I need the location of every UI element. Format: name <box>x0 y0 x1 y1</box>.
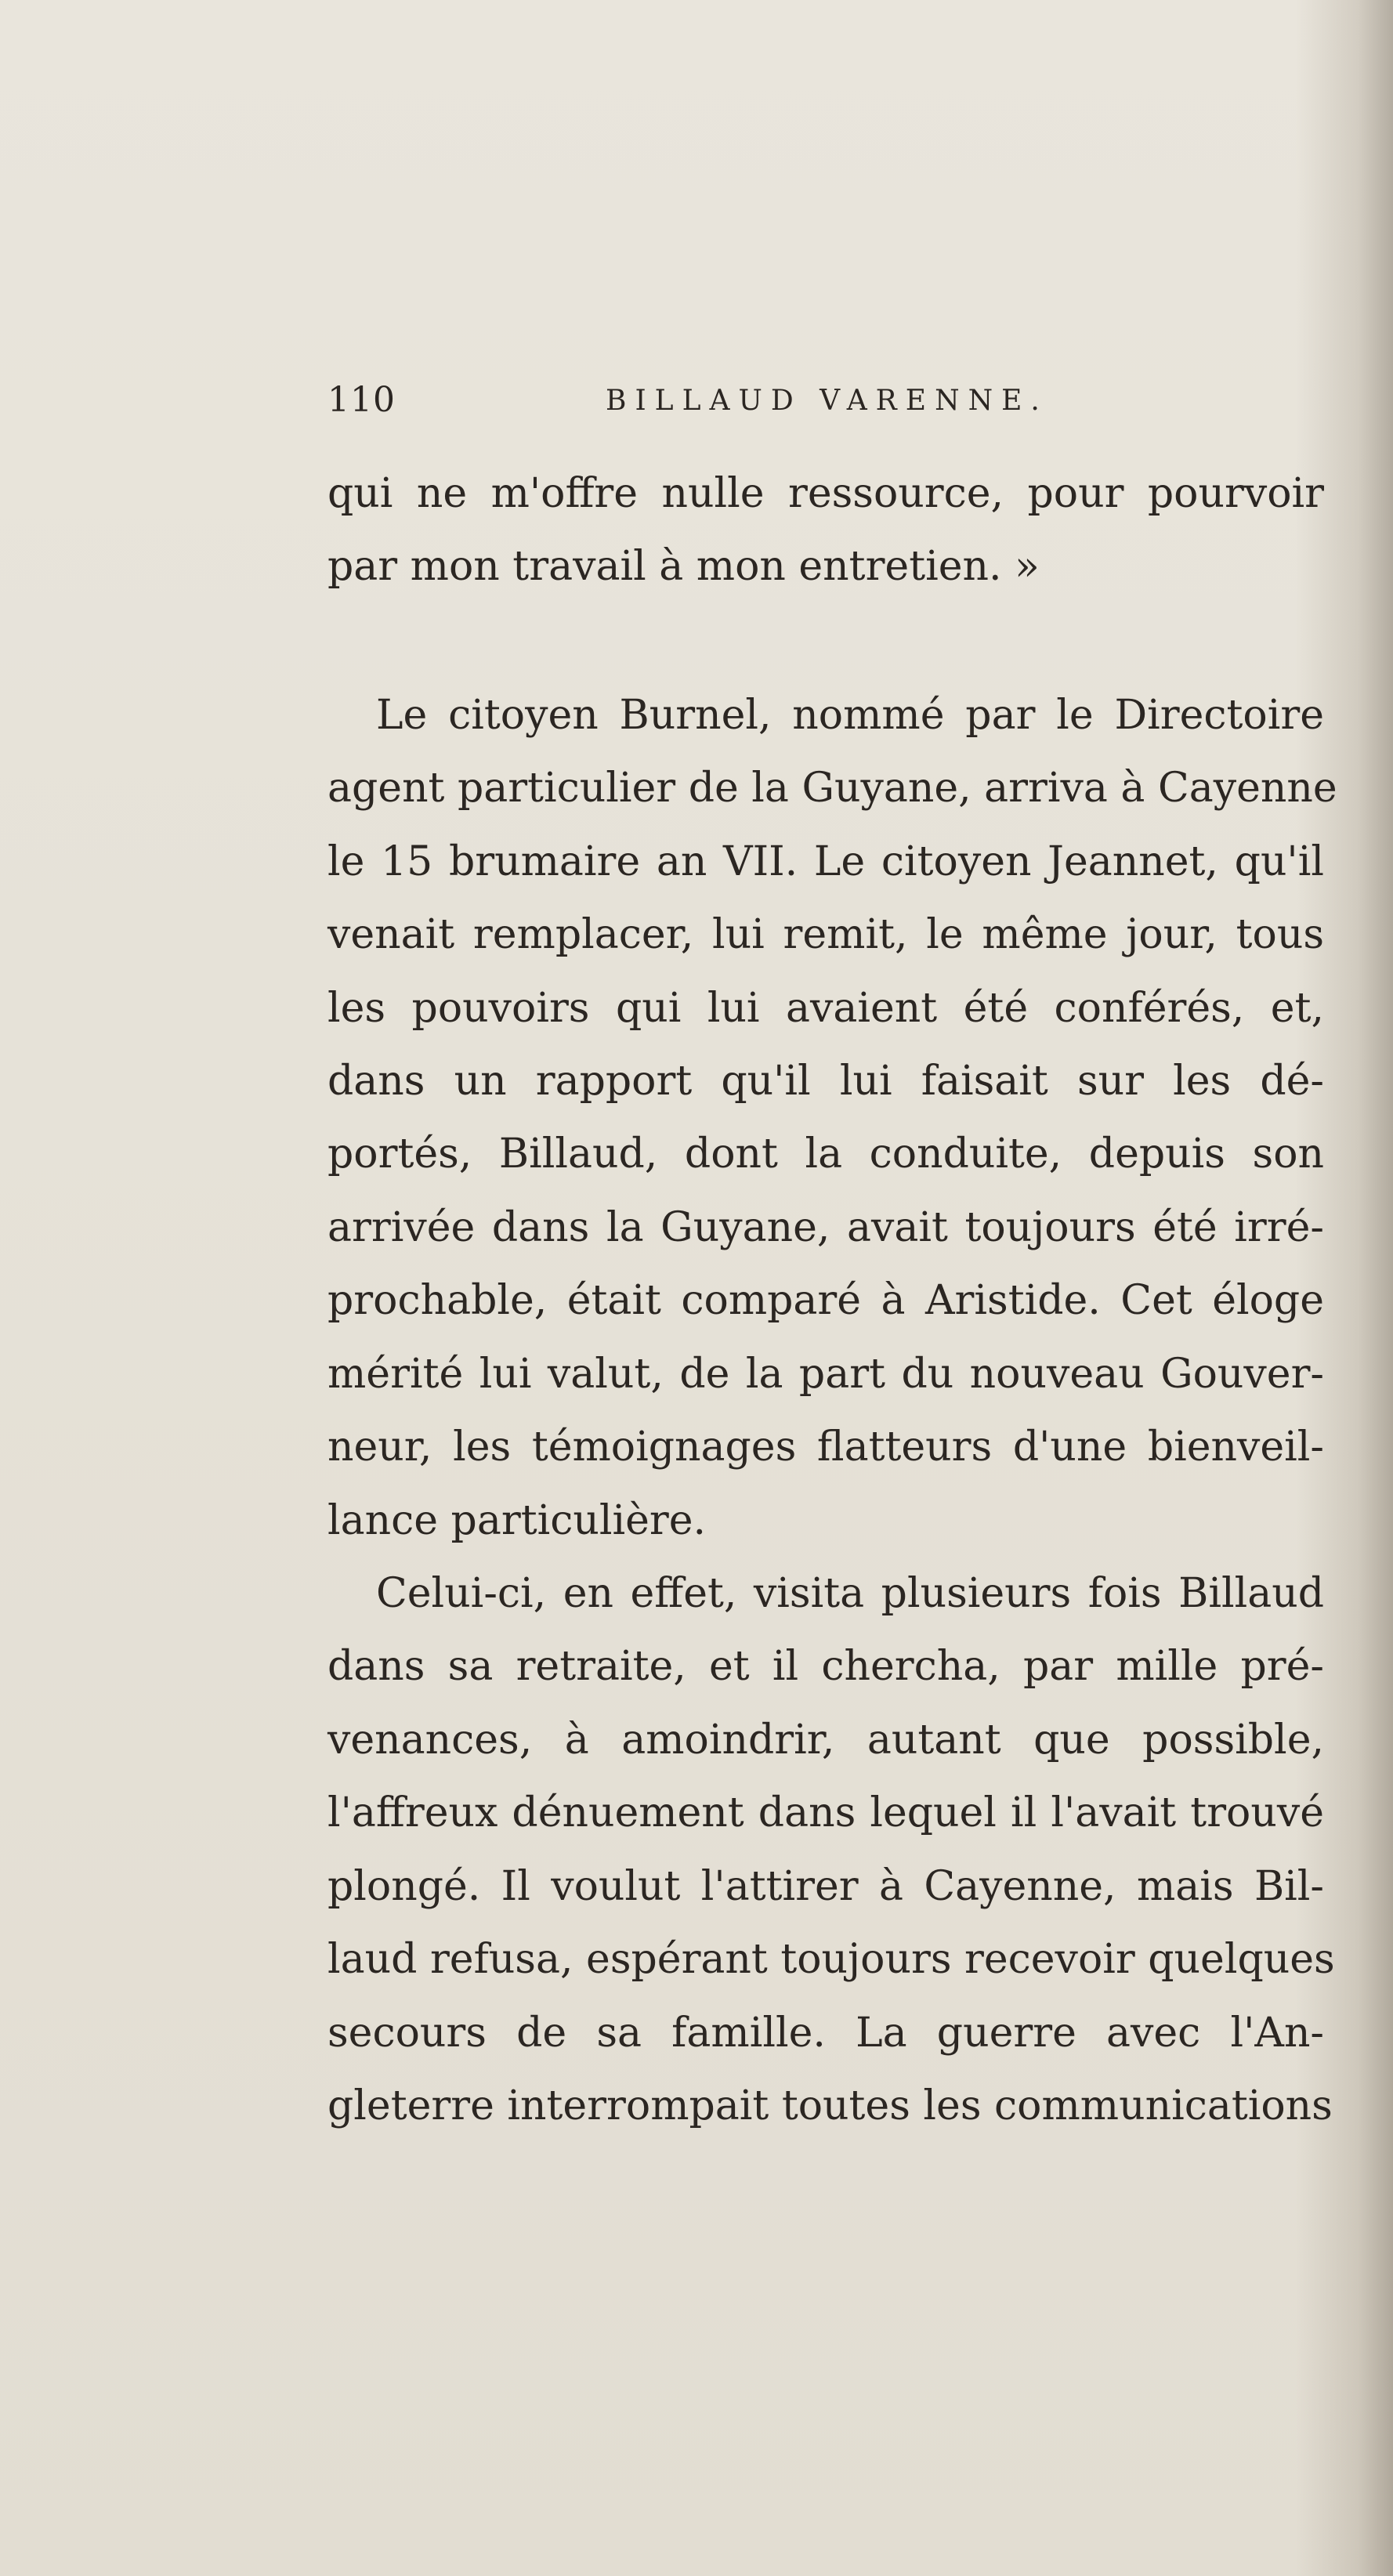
text-line: portés, Billaud, dont la conduite, depuis son <box>327 1131 1324 1178</box>
text-line: plongé. Il voulut l'attirer à Cayenne, mais Bil- <box>327 1863 1324 1910</box>
page-number: 110 <box>327 380 396 420</box>
text-line: gleterre interrompait toutes les communications <box>327 2082 1333 2129</box>
text-line: mérité lui valut, de la part du nouveau Gouver- <box>327 1351 1324 1398</box>
text-line: Celui-ci, en effet, visita plusieurs fois Billaud <box>376 1570 1324 1617</box>
text-line: le 15 brumaire an VII. Le citoyen Jeannet, qu'il <box>327 838 1324 885</box>
text-line: dans un rapport qu'il lui faisait sur les dé- <box>327 1058 1324 1105</box>
text-line: secours de sa famille. La guerre avec l'An- <box>327 2010 1324 2057</box>
text-line: qui ne m'offre nulle ressource, pour pourvoir <box>327 470 1324 517</box>
running-head: BILLAUD VARENNE. <box>606 385 1048 417</box>
text-line: agent particulier de la Guyane, arriva à Cayenne <box>327 765 1337 812</box>
text-line: lance particulière. <box>327 1497 707 1544</box>
page-header <box>327 380 1322 435</box>
text-line: l'affreux dénuement dans lequel il l'avait trouvé <box>327 1789 1324 1836</box>
text-line: dans sa retraite, et il chercha, par mille pré- <box>327 1643 1324 1690</box>
text-line: arrivée dans la Guyane, avait toujours été irré- <box>327 1204 1324 1251</box>
text-line: les pouvoirs qui lui avaient été conférés, et, <box>327 985 1324 1032</box>
text-line: venances, à amoindrir, autant que possible, <box>327 1717 1324 1764</box>
text-line: Le citoyen Burnel, nommé par le Directoire <box>376 692 1324 739</box>
text-line: venait remplacer, lui remit, le même jour, tous <box>327 911 1324 958</box>
text-line: par mon travail à mon entretien. » <box>327 543 1040 590</box>
text-line: neur, les témoignages flatteurs d'une bienveil- <box>327 1424 1324 1471</box>
text-line: prochable, était comparé à Aristide. Cet éloge <box>327 1277 1324 1324</box>
text-line: laud refusa, espérant toujours recevoir quelques <box>327 1936 1335 1983</box>
